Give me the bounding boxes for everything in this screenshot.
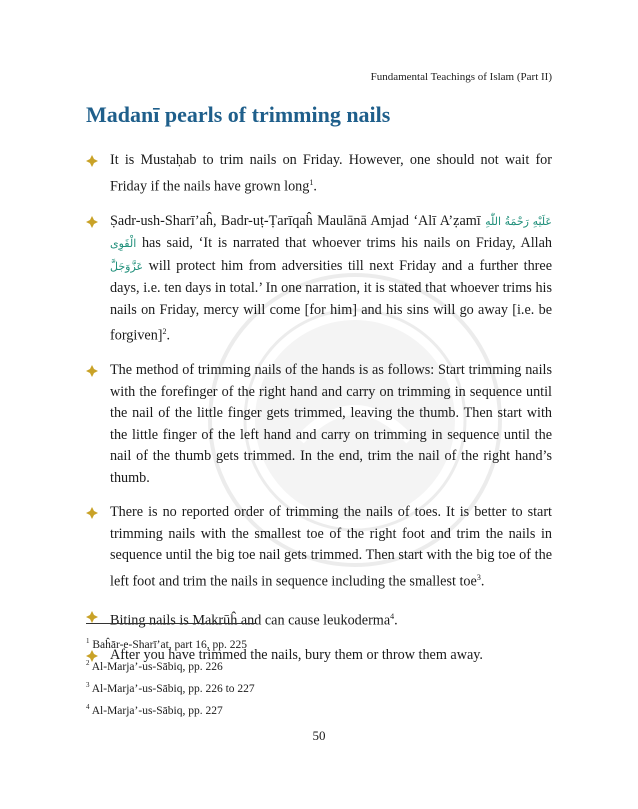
arabic-honorific: عَزَّوَجَلَّ (110, 260, 144, 273)
bullet-punct: . (480, 573, 485, 590)
bullet-list (86, 150, 552, 680)
footnote (86, 652, 255, 674)
footnotes (86, 630, 255, 718)
page-title: Madanī pearls of trimming nails (86, 102, 391, 127)
bullet-punct: . (394, 612, 398, 629)
footnote-text: Al-Marja’-us-Sābiq, pp. 227 (91, 704, 223, 717)
bullet-text: Biting nails is Makrūĥ and can cause leukoderma (110, 612, 391, 629)
footnote-ref: 4 (390, 612, 395, 622)
footnote (86, 674, 255, 696)
list-item (86, 360, 552, 489)
list-item (86, 502, 552, 593)
bullet-text: has said, ‘It is narrated that whoever trims his nails on Friday, Allah (141, 235, 552, 252)
footnote-ref: 1 (309, 177, 314, 187)
bullet-punct: . (166, 327, 171, 344)
diamond-bullet-icon (86, 365, 98, 377)
footnote-text: Al-Marja’-us-Sābiq, pp. 226 (91, 660, 223, 673)
diamond-bullet-icon (86, 216, 98, 228)
bullet-text: It is Mustaḥab to trim nails on Friday. However, one should not wait for Friday if the nails have grown long (110, 152, 552, 195)
diamond-bullet-icon (86, 507, 98, 519)
list-item (86, 211, 552, 348)
footnote-number: 4 (86, 703, 90, 711)
footnote-text: Baĥār-e-Sharī’at, part 16, pp. 225 (92, 638, 248, 651)
footnote-number: 3 (86, 681, 90, 689)
footnote-text: Al-Marja’-us-Sābiq, pp. 226 to 227 (91, 682, 255, 695)
footnote-number: 2 (86, 659, 90, 667)
list-item (86, 150, 552, 198)
bullet-text: will protect him from adversities till next Friday and a further three days, i.e. ten days in total.’ In one narration, it is stated that whoever trims his nails on Friday, mercy will come [for him] and his sins will go away [i.e. be forgiven] (110, 257, 552, 344)
bullet-text: The method of trimming nails of the hands is as follows: Start trimming nails with the forefinger of the right hand and carry on trimming in sequence until the nail of the little finger gets trimmed, leaving the thumb. Then start with the little finger of the left hand and carry on trimming in sequence until the nail of the thumb gets trimmed. In the end, trim the nail of the right hand’s thumb. (110, 362, 552, 486)
page-number: 50 (312, 728, 326, 743)
bullet-text: After you have trimmed the nails, bury them or throw them away. (110, 647, 483, 664)
footnote-ref: 2 (162, 327, 167, 337)
bullet-text: There is no reported order of trimming the nails of toes. It is better to start trimming nails with the smallest toe of the right foot and trim the nails in sequence until the big toe nail gets trimmed. Then start with the big toe of the left foot and trim the nails in sequence including the smallest toe (110, 504, 552, 590)
running-header: Fundamental Teachings of Islam (Part II) (370, 71, 552, 83)
bullet-text: Ṣadr-ush-Sharī’aĥ, Badr-uṭ-Ṭarīqaĥ Maulānā Amjad ‘Alī A’ẓamī (110, 212, 481, 229)
footnote-number: 1 (86, 637, 90, 645)
bullet-punct: . (313, 178, 317, 195)
footnote (86, 630, 255, 652)
diamond-bullet-icon (86, 155, 98, 167)
footnote-ref: 3 (476, 572, 481, 582)
diamond-bullet-icon (86, 611, 98, 623)
footnote (86, 696, 255, 718)
footnote-divider (86, 623, 256, 624)
arabic-honorific: عَلَيْهِ رَحْمَةُ اللّٰهِ الْقَوِى (110, 215, 552, 251)
list-item (86, 606, 552, 632)
